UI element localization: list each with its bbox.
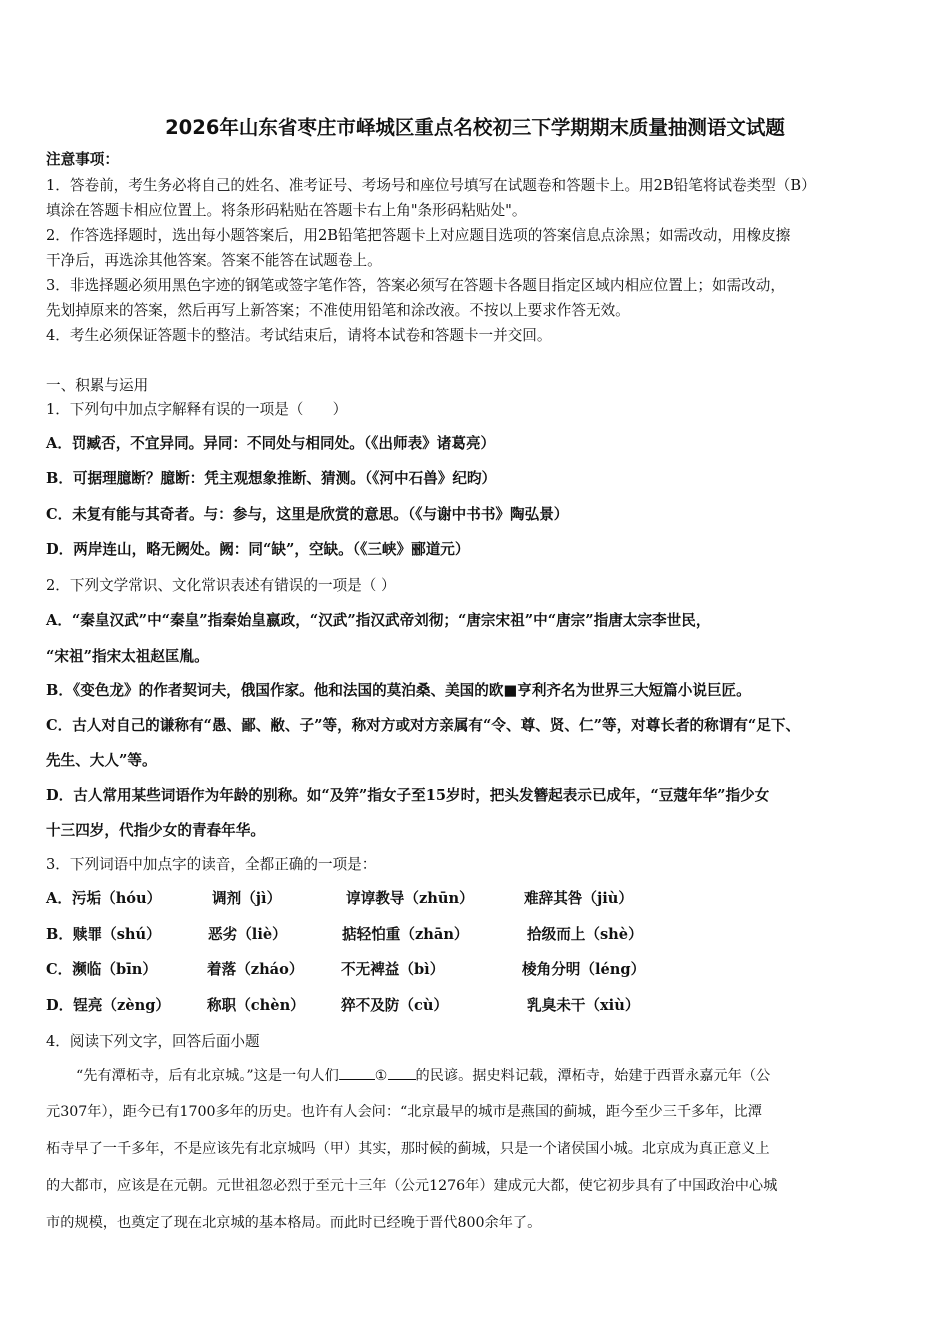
question-3-item: 恶劣（liè）: [208, 926, 287, 943]
question-1-stem: 1．下列句中加点字解释有误的一项是（ ）: [46, 401, 348, 418]
question-3-item: A．污垢（hóu）: [46, 890, 162, 907]
question-3-item: 称职（chèn）: [207, 997, 305, 1014]
blank-left: [339, 1079, 375, 1080]
question-2-line: A．“秦皇汉武”中“秦皇”指秦始皇嬴政，“汉武”指汉武帝刘彻；“唐宗宋祖”中“唐宗”指唐太宗李世民，: [46, 612, 711, 629]
question-3-item: 难辞其咎（jiù）: [524, 890, 633, 907]
question-2-line: C．古人对自己的谦称有“愚、鄙、敝、子”等，称对方或对方亲属有“令、尊、贤、仁”等，对尊长者的称谓有“足下、: [46, 717, 801, 734]
question-3-item: 不无裨益（bì）: [341, 961, 445, 978]
passage-text: 的民谚。据史料记载，潭柘寺，始建于西晋永嘉元年（公: [415, 1068, 771, 1084]
question-1-option: A．罚臧否，不宜异同。异同：不同处与相同处。（《出师表》诸葛亮）: [46, 435, 496, 452]
question-2-line: 先生、大人”等。: [46, 752, 157, 769]
blank-marker: ①: [374, 1068, 388, 1084]
notice-line: 1．答卷前，考生务必将自己的姓名、准考证号、考场号和座位号填写在试题卷和答题卡上。用2B铅笔将试卷类型（B）: [46, 177, 816, 194]
question-3-stem: 3．下列词语中加点字的读音，全都正确的一项是：: [46, 856, 377, 873]
question-3-item: 着落（zháo）: [207, 961, 304, 978]
notice-line: 填涂在答题卡相应位置上。将条形码粘贴在答题卡右上角"条形码粘贴处"。: [46, 202, 527, 219]
notice-line: 2．作答选择题时，选出每小题答案后，用2B铅笔把答题卡上对应题目选项的答案信息点涂黑；如需改动，用橡皮擦: [46, 227, 791, 244]
notice-line: 先划掉原来的答案，然后再写上新答案；不准使用铅笔和涂改液。不按以上要求作答无效。: [46, 302, 630, 319]
passage-line: 元307年），距今已有1700多年的历史。也许有人会问：“北京最早的城市是燕国的蓟城，距今至少三千多年，比潭: [46, 1104, 762, 1120]
question-3-item: 谆谆教导（zhūn）: [346, 890, 474, 907]
question-3-item: 拾级而上（shè）: [527, 926, 643, 943]
question-3-item: 掂轻怕重（zhān）: [342, 926, 469, 943]
question-2-line: “宋祖”指宋太祖赵匡胤。: [46, 648, 209, 665]
notice-heading: 注意事项：: [46, 151, 119, 168]
passage-line: 柘寺早了一千多年，不是应该先有北京城吗（甲）其实，那时候的蓟城，只是一个诸侯国小城。北京成为真正意义上: [46, 1141, 770, 1157]
question-3-item: D．锃亮（zèng）: [46, 997, 171, 1014]
notice-line: 4．考生必须保证答题卡的整洁。考试结束后，请将本试卷和答题卡一并交回。: [46, 327, 552, 344]
question-3-item: 乳臭未干（xiù）: [527, 997, 640, 1014]
exam-title: 2026年山东省枣庄市峄城区重点名校初三下学期期末质量抽测语文试题: [165, 116, 785, 139]
question-2-line: B．《变色龙》的作者契诃夫，俄国作家。他和法国的莫泊桑、美国的欧■亨利齐名为世界三大短篇小说巨匠。: [46, 682, 751, 699]
question-2-line: 十三四岁，代指少女的青春年华。: [46, 822, 265, 839]
question-1-option: B．可据理臆断？臆断：凭主观想象推断、猜测。（《河中石兽》纪昀）: [46, 470, 497, 487]
section-heading: 一、积累与运用: [46, 377, 149, 394]
question-1-option: C．未复有能与其奇者。与：参与，这里是欣赏的意思。（《与谢中书书》陶弘景）: [46, 506, 569, 523]
question-4-stem: 4．阅读下列文字，回答后面小题: [46, 1033, 260, 1050]
passage-line: [76, 1066, 770, 1086]
notice-line: 干净后，再选涂其他答案。答案不能答在试题卷上。: [46, 252, 382, 269]
question-3-item: 棱角分明（léng）: [522, 961, 646, 978]
notice-line: 3．非选择题必须用黑色字迹的钢笔或签字笔作答，答案必须写在答题卡各题目指定区域内相应位置上；如需改动，: [46, 277, 785, 294]
question-3-item: 调剂（jì）: [212, 890, 282, 907]
question-1-option: D．两岸连山，略无阙处。阙：同“缺”，空缺。（《三峡》郦道元）: [46, 541, 470, 558]
question-3-item: B．赎罪（shú）: [46, 926, 161, 943]
question-2-stem: 2．下列文学常识、文化常识表述有错误的一项是（ ）: [46, 577, 396, 594]
question-2-line: D．古人常用某些词语作为年龄的别称。如“及笄”指女子至15岁时，把头发簪起表示已成年，“豆蔻年华”指少女: [46, 787, 770, 804]
passage-text: “先有潭柘寺，后有北京城。”这是一句人们: [76, 1068, 339, 1084]
passage-line: 市的规模，也奠定了现在北京城的基本格局。而此时已经晚于晋代800余年了。: [46, 1215, 542, 1231]
question-3-item: 猝不及防（cù）: [341, 997, 449, 1014]
question-3-item: C．濒临（bīn）: [46, 961, 157, 978]
passage-line: 的大都市，应该是在元朝。元世祖忽必烈于至元十三年（公元1276年）建成元大都，使它初步具有了中国政治中心城: [46, 1178, 778, 1194]
blank-right: [388, 1079, 416, 1080]
